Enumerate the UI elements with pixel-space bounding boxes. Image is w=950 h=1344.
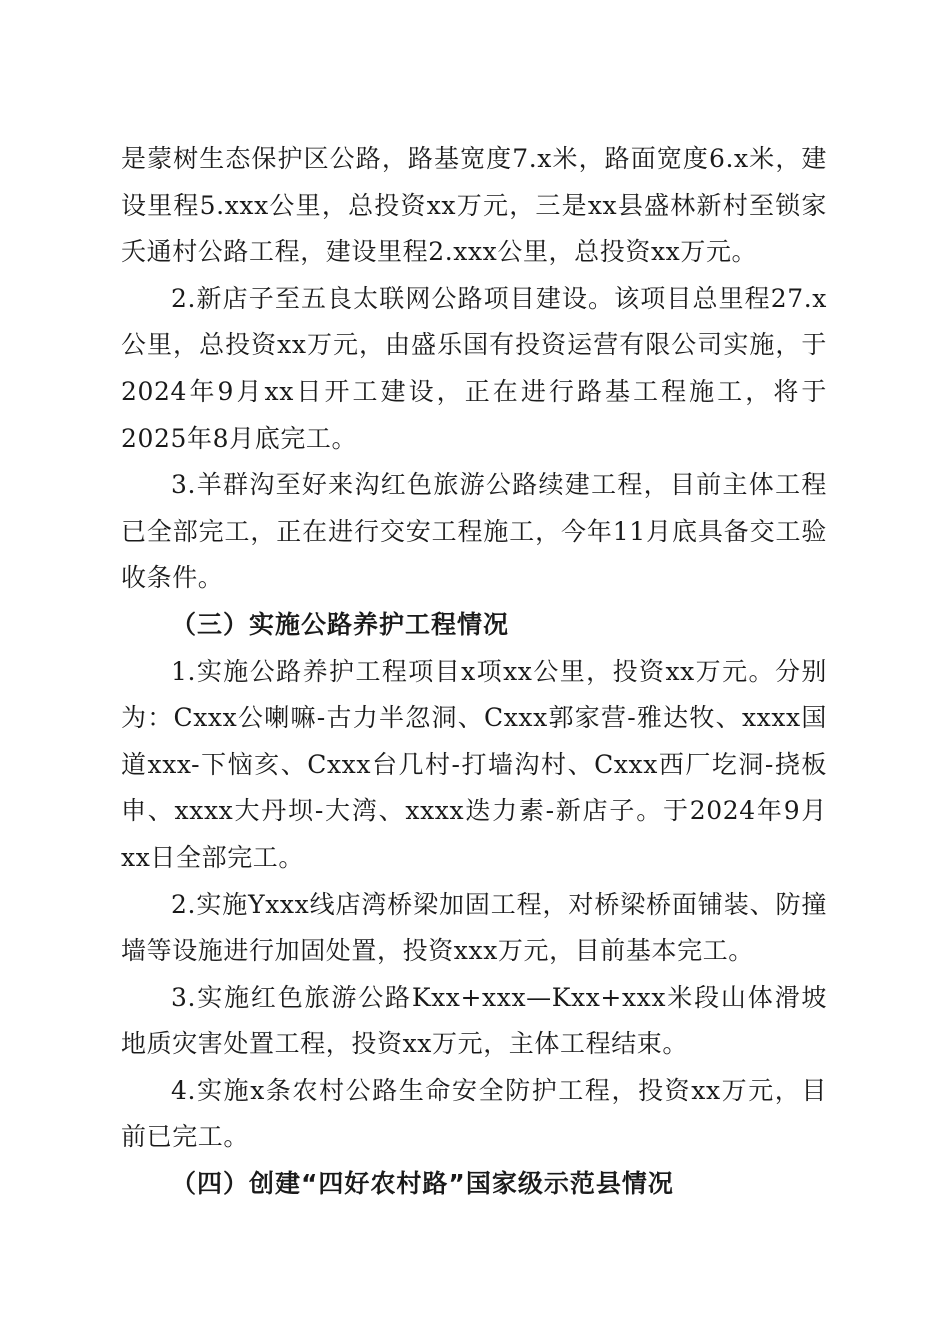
document-body — [121, 136, 827, 1208]
paragraph-maintenance-1: 1.实施公路养护工程项目x项xx公里，投资xx万元。分别为：Cxxx公喇嘛-古力半忽洞、Cxxx郭家营-雅达牧、xxxx国道xxx-下恼亥、Cxxx台几村-打墙沟村、Cxxx西厂圪洞-挠板申、xxxx大丹坝-大湾、xxxx迭力素-新店子。于2024年9月xx日全部完工。 — [121, 656, 827, 872]
paragraph-maintenance-4: 4.实施x条农村公路生命安全防护工程，投资xx万元，目前已完工。 — [121, 1075, 827, 1152]
section-heading-3: （三）实施公路养护工程情况 — [171, 609, 510, 639]
paragraph-item-2-xindianzi: 2.新店子至五良太联网公路项目建设。该项目总里程27.x公里，总投资xx万元，由盛乐国有投资运营有限公司实施，于2024年9月xx日开工建设，正在进行路基工程施工，将于2025年8月底完工。 — [121, 283, 827, 453]
paragraph-maintenance-2: 2.实施Yxxx线店湾桥梁加固工程，对桥梁桥面铺装、防撞墙等设施进行加固处置，投资xxx万元，目前基本完工。 — [121, 889, 827, 966]
paragraph-item-3-yangqungou: 3.羊群沟至好来沟红色旅游公路续建工程，目前主体工程已全部完工，正在进行交安工程施工，今年11月底具备交工验收条件。 — [121, 470, 827, 593]
section-heading-4: （四）创建“四好农村路”国家级示范县情况 — [171, 1169, 674, 1199]
paragraph-maintenance-3: 3.实施红色旅游公路Kxx+xxx—Kxx+xxx米段山体滑坡地质灾害处置工程，投资xx万元，主体工程结束。 — [121, 982, 827, 1059]
paragraph-continuation: 是蒙树生态保护区公路，路基宽度7.x米，路面宽度6.x米，建设里程5.xxx公里，总投资xx万元，三是xx县盛林新村至锁家夭通村公路工程，建设里程2.xxx公里，总投资xx万元。 — [121, 144, 827, 267]
